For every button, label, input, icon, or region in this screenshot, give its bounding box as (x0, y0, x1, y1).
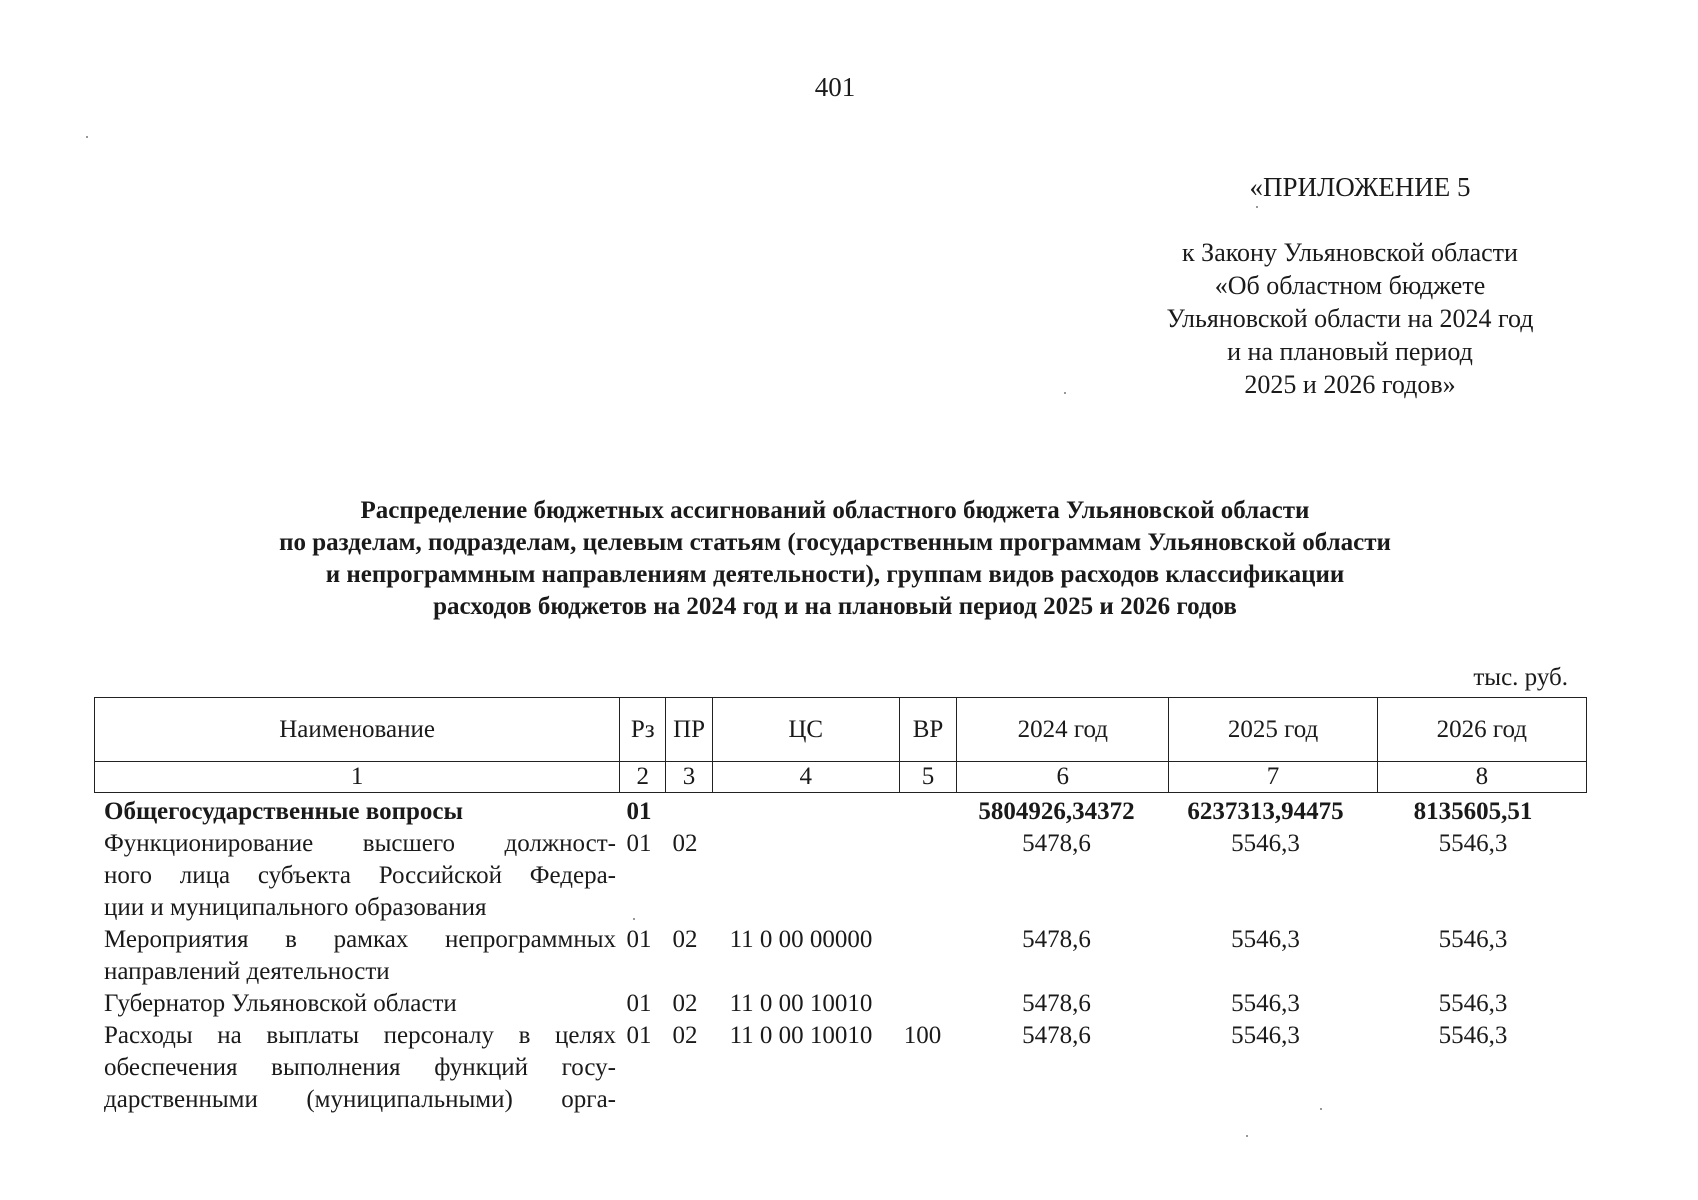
row-2024: 5478,6 (1022, 990, 1091, 1017)
header-2026: 2026 год (1377, 698, 1586, 762)
page-number: 401 (814, 72, 856, 102)
law-reference-line: 2025 и 2026 годов» (1244, 370, 1456, 399)
row-rz: 01 (626, 798, 652, 825)
row-name-line: дарственными (муниципальными) орга- (104, 1086, 616, 1113)
header-pr: ПР (666, 698, 712, 762)
row-2024: 5478,6 (1022, 1022, 1091, 1049)
row-2026: 5546,3 (1438, 830, 1508, 857)
row-name (94, 1020, 616, 1116)
row-cs: 11 0 00 00000 (729, 926, 873, 953)
column-number: 2 (620, 762, 666, 793)
row-name-line: Расходы на выплаты персоналу в целях (104, 1022, 616, 1049)
scan-speck (86, 136, 88, 138)
row-name-line: Общегосударственные вопросы (104, 798, 464, 825)
header-cs: ЦС (712, 698, 899, 762)
law-reference-line: к Закону Ульяновской области (1182, 238, 1518, 267)
document-title-line: и непрограммным направлениям деятельности), группам видов расходов классификации (325, 561, 1345, 588)
row-2025: 5546,3 (1231, 830, 1300, 857)
scan-speck (1246, 1135, 1248, 1137)
header-vr: ВР (899, 698, 956, 762)
column-number-row (95, 762, 1587, 793)
appendix-label: «ПРИЛОЖЕНИЕ 5 (1249, 172, 1471, 202)
row-pr: 02 (672, 926, 698, 953)
law-reference-line: «Об областном бюджете (1214, 271, 1486, 300)
row-pr: 02 (672, 1022, 698, 1049)
column-number: 1 (95, 762, 620, 793)
header-2024: 2024 год (957, 698, 1169, 762)
column-number: 4 (712, 762, 899, 793)
table-row (94, 924, 1587, 988)
row-name (94, 828, 616, 924)
document-title-line: по разделам, подразделам, целевым статьям (государственным программам Ульяновской области (279, 529, 1391, 556)
row-2025: 6237313,94475 (1187, 798, 1344, 825)
law-reference-line: и на плановый период (1227, 337, 1473, 366)
row-2026: 5546,3 (1438, 1022, 1508, 1049)
row-name-line: Мероприятия в рамках непрограммных (104, 926, 616, 953)
header-name: Наименование (95, 698, 620, 762)
column-number: 8 (1377, 762, 1586, 793)
table-row (94, 1020, 1587, 1116)
column-number: 3 (666, 762, 712, 793)
row-name-line: ного лица субъекта Российской Федера- (104, 862, 616, 889)
row-name-line: направлений деятельности (104, 958, 390, 985)
row-name-line: обеспечения выполнения функций госу- (104, 1054, 616, 1081)
row-2025: 5546,3 (1231, 926, 1300, 953)
column-number: 5 (899, 762, 956, 793)
header-row (95, 698, 1587, 762)
row-2024: 5478,6 (1022, 830, 1091, 857)
row-rz: 01 (626, 990, 652, 1017)
law-reference (1130, 236, 1570, 401)
scan-speck (1320, 1108, 1322, 1110)
row-cs: 11 0 00 10010 (729, 990, 873, 1017)
row-rz: 01 (626, 926, 652, 953)
row-2026: 5546,3 (1438, 990, 1508, 1017)
row-name-line: Губернатор Ульяновской области (104, 990, 457, 1017)
row-pr: 02 (672, 830, 698, 857)
units-label: тыс. руб. (1473, 664, 1568, 691)
row-name-line: ции и муниципального образования (104, 894, 487, 921)
row-vr: 100 (903, 1022, 942, 1049)
row-2025: 5546,3 (1231, 990, 1300, 1017)
row-2024: 5804926,34372 (978, 798, 1135, 825)
document-title-line: расходов бюджетов на 2024 год и на плановый период 2025 и 2026 годов (433, 593, 1237, 620)
row-cs: 11 0 00 10010 (729, 1022, 873, 1049)
row-rz: 01 (626, 830, 652, 857)
column-number: 7 (1169, 762, 1377, 793)
row-pr: 02 (672, 990, 698, 1017)
row-name (94, 924, 616, 988)
scan-speck (1064, 392, 1066, 394)
table-row (94, 796, 1587, 828)
row-rz: 01 (626, 1022, 652, 1049)
row-name (94, 988, 616, 1020)
row-2026: 5546,3 (1438, 926, 1508, 953)
row-2024: 5478,6 (1022, 926, 1091, 953)
row-name (94, 796, 616, 828)
scan-speck (1256, 206, 1258, 208)
law-reference-line: Ульяновской области на 2024 год (1166, 304, 1534, 333)
row-2025: 5546,3 (1231, 1022, 1300, 1049)
header-2025: 2025 год (1169, 698, 1377, 762)
scan-speck (633, 918, 635, 920)
row-name-line: Функционирование высшего должност- (104, 830, 616, 857)
document-title (100, 495, 1570, 623)
budget-table-header (94, 697, 1587, 793)
budget-table-body (94, 796, 1587, 1116)
table-row (94, 988, 1587, 1020)
table-row (94, 828, 1587, 924)
header-rz: Рз (620, 698, 666, 762)
column-number: 6 (957, 762, 1169, 793)
document-title-line: Распределение бюджетных ассигнований областного бюджета Ульяновской области (360, 497, 1310, 524)
row-2026: 8135605,51 (1413, 798, 1533, 825)
